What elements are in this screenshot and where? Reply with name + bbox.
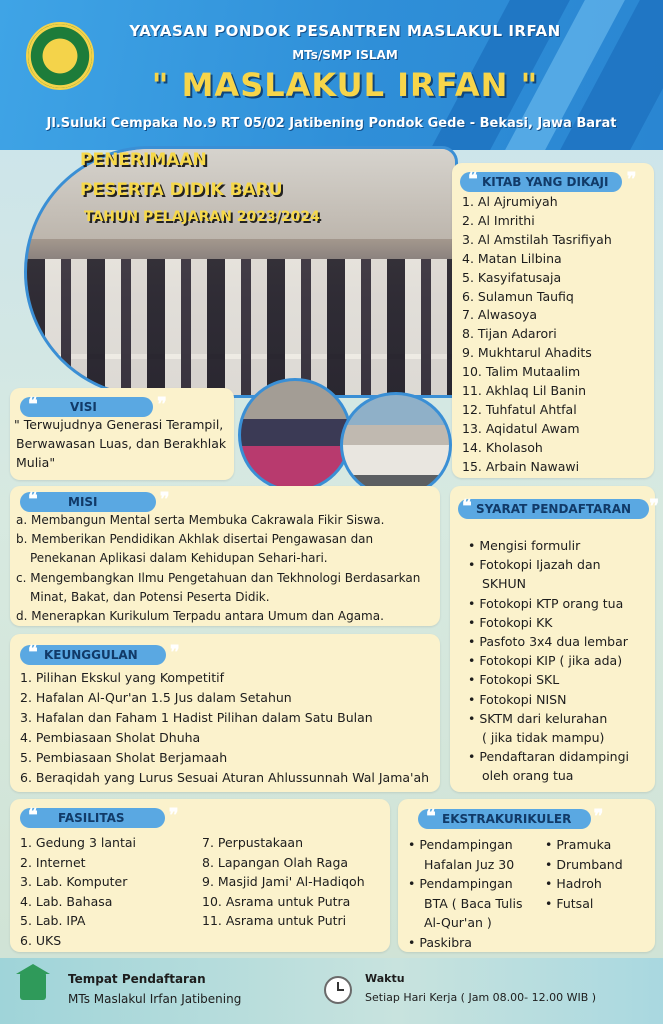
fasilitas-item: 5. Lab. IPA: [20, 913, 86, 928]
fasilitas-item: 4. Lab. Bahasa: [20, 893, 113, 909]
fasilitas-item: 7. Perpustakaan: [202, 835, 304, 850]
time-label: Waktu: [365, 972, 405, 985]
kitab-item: 3. Al Amstilah Tasrifiyah: [462, 231, 612, 247]
kitab-item: 1. Al Ajrumiyah: [462, 194, 558, 209]
syarat-item: • Fotokopi KK: [468, 614, 553, 630]
school-address: Jl.Suluki Cempaka No.9 RT 05/02 Jatibening Pondok Gede - Bekasi, Jawa Barat: [46, 116, 617, 131]
ekstra-item: • Pendampingan: [408, 837, 513, 852]
syarat-item: • Pendaftaran didampingi: [468, 749, 629, 765]
visi-line: Mulia": [16, 455, 56, 470]
ekstra-item: • Pramuka: [545, 837, 612, 852]
kitab-item: 7. Alwasoya: [462, 307, 538, 323]
misi-line: Penekanan Aplikasi dalam Kehidupan Sehari-hari.: [30, 551, 328, 566]
quote-icon: ❝: [28, 489, 38, 510]
ekstra-title: EKSTRAKURIKULER: [442, 812, 572, 826]
kitab-item: 12. Tuhfatul Ahtfal: [462, 401, 577, 417]
syarat-item: • Fotokopi NISN: [468, 691, 567, 707]
misi-line: a. Membangun Mental serta Membuka Cakrawala Fikir Siswa.: [16, 513, 385, 527]
quote-icon: ❝: [468, 169, 478, 190]
syarat-item: • Pasfoto 3x4 dua lembar: [468, 634, 628, 649]
foundation-name: YAYASAN PONDOK PESANTREN MASLAKUL IRFAN: [129, 22, 561, 40]
kitab-item: 14. Kholasoh: [462, 439, 543, 455]
kitab-item: 11. Akhlaq Lil Banin: [462, 383, 587, 398]
misi-line: d. Menerapkan Kurikulum Terpadu antara Umum dan Agama.: [16, 609, 384, 623]
kitab-title: KITAB YANG DIKAJI: [482, 175, 609, 189]
event-photo-1: [238, 378, 352, 492]
place-value: MTs Maslakul Irfan Jatibening: [68, 992, 242, 1006]
kitab-item: 5. Kasyifatusaja: [462, 269, 562, 285]
kitab-item: 4. Matan Lilbina: [462, 250, 562, 266]
kitab-item: 6. Sulamun Taufiq: [462, 288, 574, 304]
ekstra-item: • Drumband: [545, 856, 623, 872]
quote-icon: ❝: [426, 806, 436, 827]
event-photo-2: [340, 392, 452, 498]
fasilitas-title-badge: [20, 805, 179, 828]
ekstra-item: Al-Qur'an ): [424, 915, 492, 930]
fasilitas-item: 11. Asrama untuk Putri: [202, 913, 347, 928]
photo-row: [27, 309, 455, 359]
misi-title: MISI: [68, 495, 98, 509]
syarat-title-badge: [458, 496, 660, 519]
keunggulan-item: 5. Pembiasaan Sholat Berjamaah: [20, 750, 228, 765]
keunggulan-title: KEUNGGULAN: [44, 648, 138, 662]
fasilitas-item: 3. Lab. Komputer: [20, 874, 128, 889]
kitab-item: 13. Aqidatul Awam: [462, 420, 580, 436]
clock-icon: [324, 976, 352, 1004]
quote-icon: ❞: [157, 394, 167, 415]
ekstra-item: Hafalan Juz 30: [424, 856, 515, 872]
ekstra-item: • Hadroh: [545, 876, 602, 891]
ekstra-item: • Pendampingan: [408, 876, 513, 891]
visi-title-badge: [20, 394, 167, 417]
ekstra-title-badge: [418, 806, 604, 829]
banner-line3: TAHUN PELAJARAN 2023/2024: [84, 209, 320, 225]
quote-icon: ❝: [28, 805, 38, 826]
fasilitas-item: 6. UKS: [20, 932, 62, 948]
misi-line: b. Memberikan Pendidikan Akhlak disertai Pengawasan dan: [16, 532, 374, 547]
syarat-item: • Fotokopi KTP orang tua: [468, 595, 624, 611]
kitab-item: 15. Arbain Nawawi: [462, 458, 580, 474]
fasilitas-title: FASILITAS: [58, 811, 125, 825]
quote-icon: ❞: [170, 642, 180, 663]
fasilitas-item: 1. Gedung 3 lantai: [20, 835, 136, 850]
quote-icon: ❞: [649, 496, 660, 517]
syarat-item: • Fotokopi KIP ( jika ada): [468, 653, 623, 669]
syarat-item: • Mengisi formulir: [468, 538, 581, 553]
quote-icon: ❞: [168, 805, 179, 826]
fasilitas-item: 2. Internet: [20, 854, 86, 870]
misi-title-badge: [20, 489, 170, 512]
syarat-item: • Fotokopi Ijazah dan: [468, 557, 601, 573]
kitab-item: 9. Mukhtarul Ahadits: [462, 345, 592, 361]
school-logo: [26, 22, 94, 90]
fasilitas-item: 9. Masjid Jami' Al-Hadiqoh: [202, 874, 365, 889]
keunggulan-title-badge: [20, 642, 180, 665]
keunggulan-item: 2. Hafalan Al-Qur'an 1.5 Jus dalam Setahun: [20, 690, 292, 705]
misi-line: c. Mengembangkan Ilmu Pengetahuan dan Tekhnologi Berdasarkan: [16, 570, 421, 585]
quote-icon: ❞: [159, 489, 170, 510]
kitab-title-badge: [460, 169, 637, 192]
syarat-item: • SKTM dari kelurahan: [468, 710, 608, 726]
banner-line2: PESERTA DIDIK BARU: [80, 180, 283, 200]
misi-line: Minat, Bakat, dan Potensi Peserta Didik.: [30, 589, 270, 604]
ekstra-item: BTA ( Baca Tulis: [424, 895, 523, 911]
photo-row: [27, 259, 455, 309]
keunggulan-item: 6. Beraqidah yang Lurus Sesuai Aturan Ahlussunnah Wal Jama'ah: [20, 770, 430, 785]
school-name: " MASLAKUL IRFAN ": [151, 66, 539, 104]
quote-icon: ❞: [593, 806, 604, 827]
quote-icon: ❝: [28, 394, 38, 415]
syarat-item: ( jika tidak mampu): [482, 730, 605, 745]
visi-line: " Terwujudnya Generasi Terampil,: [14, 417, 224, 432]
quote-icon: ❝: [462, 496, 472, 517]
syarat-item: • Fotokopi SKL: [468, 672, 560, 688]
school-level: MTs/SMP ISLAM: [292, 48, 398, 62]
syarat-title: SYARAT PENDAFTARAN: [476, 502, 632, 516]
keunggulan-item: 4. Pembiasaan Sholat Dhuha: [20, 730, 201, 745]
visi-title: VISI: [70, 400, 97, 414]
syarat-item: oleh orang tua: [482, 768, 574, 784]
ekstra-item: • Paskibra: [408, 934, 472, 950]
kitab-item: 8. Tijan Adarori: [462, 326, 557, 342]
keunggulan-item: 3. Hafalan dan Faham 1 Hadist Pilihan dalam Satu Bulan: [20, 710, 373, 725]
fasilitas-item: 10. Asrama untuk Putra: [202, 893, 351, 909]
quote-icon: ❝: [28, 642, 38, 663]
quote-icon: ❞: [626, 169, 637, 190]
school-building-icon: [20, 972, 46, 1000]
kitab-item: 2. Al Imrithi: [462, 212, 535, 228]
banner-line1: PENERIMAAN: [80, 150, 207, 170]
kitab-item: 10. Talim Mutaalim: [462, 364, 581, 380]
time-value: Setiap Hari Kerja ( Jam 08.00- 12.00 WIB ): [365, 991, 597, 1004]
syarat-item: SKHUN: [482, 576, 527, 592]
keunggulan-item: 1. Pilihan Ekskul yang Kompetitif: [20, 670, 224, 685]
place-label: Tempat Pendaftaran: [68, 972, 206, 986]
ekstra-item: • Futsal: [545, 895, 594, 911]
visi-line: Berwawasan Luas, dan Berakhlak: [16, 436, 227, 451]
fasilitas-item: 8. Lapangan Olah Raga: [202, 854, 349, 870]
